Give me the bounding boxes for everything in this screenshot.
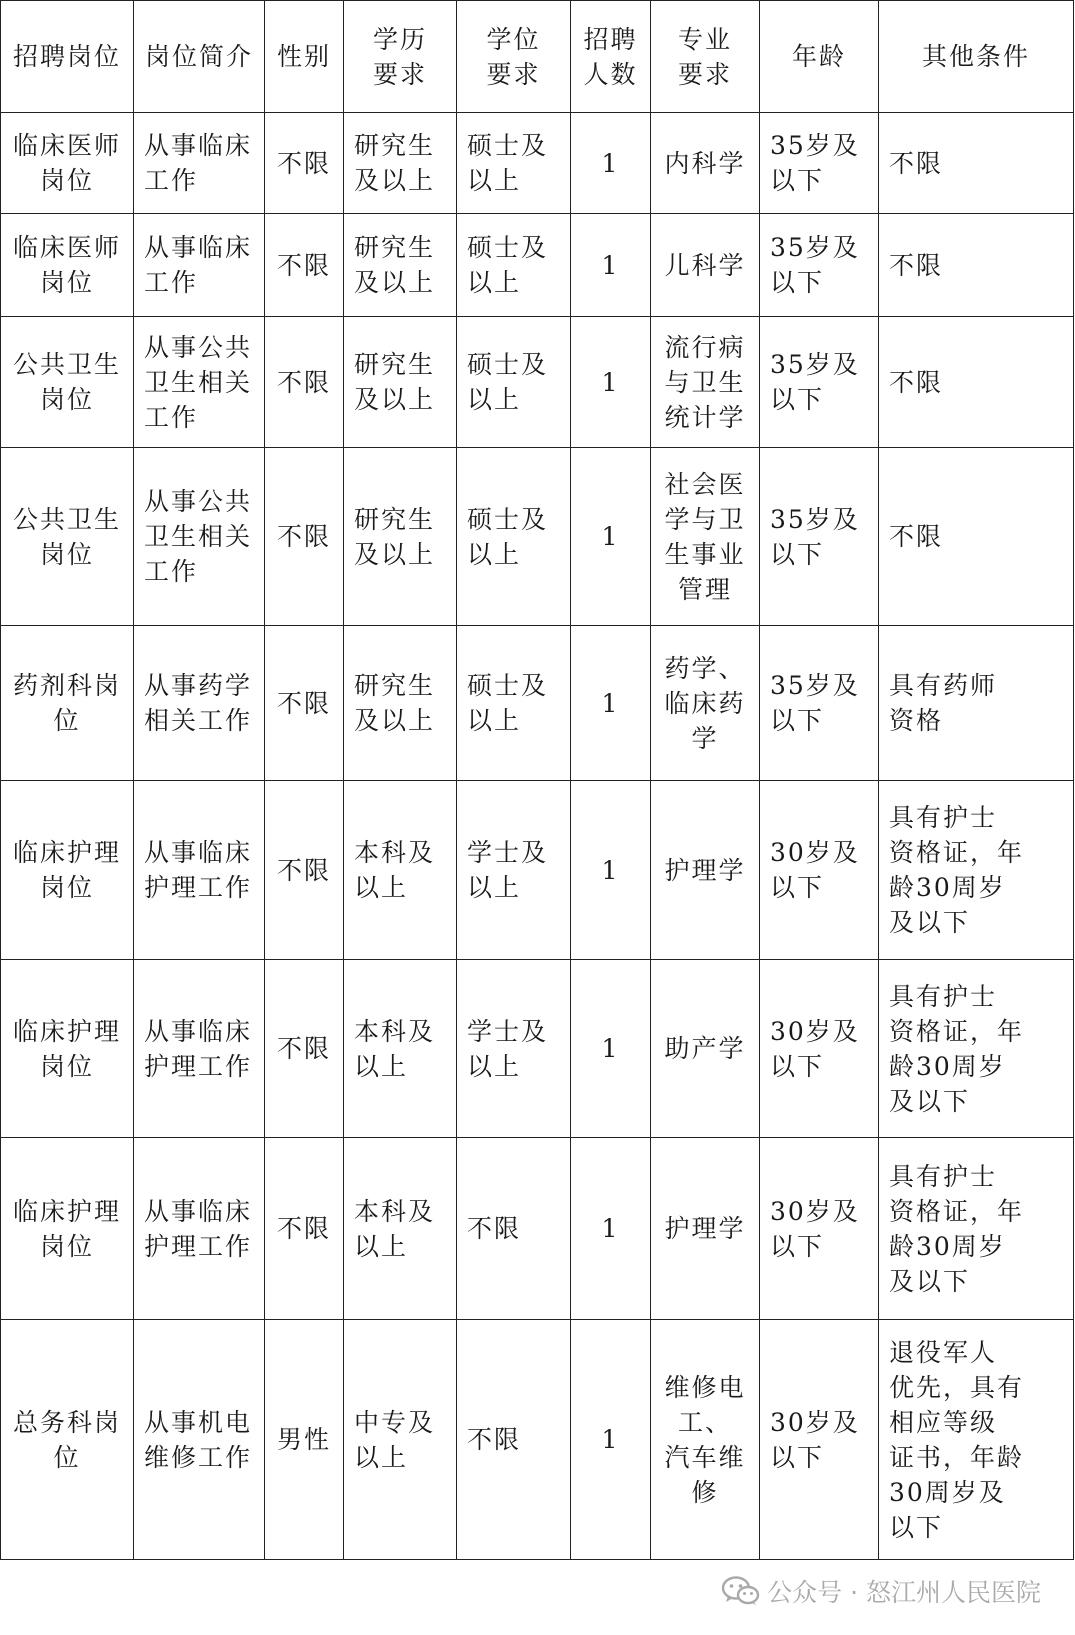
education-cell: 研究生 及以上 xyxy=(344,317,457,448)
major-cell: 护理学 xyxy=(651,781,760,960)
wechat-icon xyxy=(721,1575,761,1607)
post-intro-cell: 从事临床 护理工作 xyxy=(134,960,265,1138)
header-row xyxy=(1,1,1074,113)
other-conditions-cell: 具有护士 资格证，年 龄30周岁 及以下 xyxy=(879,1138,1074,1320)
post-intro-cell: 从事临床 工作 xyxy=(134,214,265,317)
headcount-cell: 1 xyxy=(571,113,651,214)
table-row xyxy=(1,781,1074,960)
post-cell: 临床护理 岗位 xyxy=(1,960,134,1138)
header-cell: 岗位简介 xyxy=(134,1,265,113)
header-cell: 学位 要求 xyxy=(457,1,571,113)
header-cell: 招聘 人数 xyxy=(571,1,651,113)
post-intro-cell: 从事药学 相关工作 xyxy=(134,626,265,781)
major-cell: 维修电 工、 汽车维 修 xyxy=(651,1320,760,1560)
gender-cell: 不限 xyxy=(265,626,344,781)
education-cell: 研究生 及以上 xyxy=(344,214,457,317)
major-cell: 流行病 与卫生 统计学 xyxy=(651,317,760,448)
headcount-cell: 1 xyxy=(571,214,651,317)
age-cell: 30岁及 以下 xyxy=(760,781,879,960)
headcount-cell: 1 xyxy=(571,1320,651,1560)
degree-cell: 硕士及 以上 xyxy=(457,317,571,448)
gender-cell: 不限 xyxy=(265,960,344,1138)
headcount-cell: 1 xyxy=(571,317,651,448)
degree-cell: 不限 xyxy=(457,1320,571,1560)
other-conditions-cell: 不限 xyxy=(879,317,1074,448)
gender-cell: 不限 xyxy=(265,1138,344,1320)
header-cell: 性别 xyxy=(265,1,344,113)
degree-cell: 学士及 以上 xyxy=(457,960,571,1138)
major-cell: 儿科学 xyxy=(651,214,760,317)
table-row xyxy=(1,1138,1074,1320)
post-cell: 公共卫生 岗位 xyxy=(1,317,134,448)
gender-cell: 不限 xyxy=(265,214,344,317)
education-cell: 本科及 以上 xyxy=(344,960,457,1138)
major-cell: 药学、 临床药 学 xyxy=(651,626,760,781)
age-cell: 35岁及 以下 xyxy=(760,317,879,448)
gender-cell: 不限 xyxy=(265,448,344,626)
degree-cell: 硕士及 以上 xyxy=(457,626,571,781)
degree-cell: 不限 xyxy=(457,1138,571,1320)
post-cell: 临床护理 岗位 xyxy=(1,781,134,960)
post-intro-cell: 从事临床 护理工作 xyxy=(134,781,265,960)
gender-cell: 不限 xyxy=(265,113,344,214)
table-row xyxy=(1,113,1074,214)
degree-cell: 硕士及 以上 xyxy=(457,214,571,317)
post-intro-cell: 从事公共 卫生相关 工作 xyxy=(134,317,265,448)
age-cell: 30岁及 以下 xyxy=(760,960,879,1138)
age-cell: 35岁及 以下 xyxy=(760,448,879,626)
degree-cell: 学士及 以上 xyxy=(457,781,571,960)
post-cell: 总务科岗 位 xyxy=(1,1320,134,1560)
degree-cell: 硕士及 以上 xyxy=(457,448,571,626)
table-row xyxy=(1,214,1074,317)
major-cell: 社会医 学与卫 生事业 管理 xyxy=(651,448,760,626)
other-conditions-cell: 不限 xyxy=(879,448,1074,626)
post-cell: 药剂科岗 位 xyxy=(1,626,134,781)
other-conditions-cell: 不限 xyxy=(879,113,1074,214)
age-cell: 30岁及 以下 xyxy=(760,1320,879,1560)
education-cell: 本科及 以上 xyxy=(344,1138,457,1320)
other-conditions-cell: 不限 xyxy=(879,214,1074,317)
other-conditions-cell: 具有护士 资格证，年 龄30周岁 及以下 xyxy=(879,781,1074,960)
header-cell: 招聘岗位 xyxy=(1,1,134,113)
table-row xyxy=(1,960,1074,1138)
post-cell: 公共卫生 岗位 xyxy=(1,448,134,626)
headcount-cell: 1 xyxy=(571,626,651,781)
header-cell: 学历 要求 xyxy=(344,1,457,113)
major-cell: 护理学 xyxy=(651,1138,760,1320)
age-cell: 35岁及 以下 xyxy=(760,113,879,214)
post-cell: 临床护理 岗位 xyxy=(1,1138,134,1320)
age-cell: 35岁及 以下 xyxy=(760,214,879,317)
age-cell: 30岁及 以下 xyxy=(760,1138,879,1320)
post-cell: 临床医师 岗位 xyxy=(1,113,134,214)
table-row xyxy=(1,1320,1074,1560)
education-cell: 本科及 以上 xyxy=(344,781,457,960)
gender-cell: 不限 xyxy=(265,781,344,960)
post-intro-cell: 从事临床 护理工作 xyxy=(134,1138,265,1320)
post-intro-cell: 从事临床 工作 xyxy=(134,113,265,214)
education-cell: 中专及 以上 xyxy=(344,1320,457,1560)
gender-cell: 男性 xyxy=(265,1320,344,1560)
post-intro-cell: 从事机电 维修工作 xyxy=(134,1320,265,1560)
major-cell: 内科学 xyxy=(651,113,760,214)
header-cell: 年龄 xyxy=(760,1,879,113)
header-cell: 其他条件 xyxy=(879,1,1074,113)
header-cell: 专业 要求 xyxy=(651,1,760,113)
post-intro-cell: 从事公共 卫生相关 工作 xyxy=(134,448,265,626)
gender-cell: 不限 xyxy=(265,317,344,448)
watermark xyxy=(717,1569,1045,1613)
education-cell: 研究生 及以上 xyxy=(344,113,457,214)
headcount-cell: 1 xyxy=(571,781,651,960)
table-row xyxy=(1,317,1074,448)
other-conditions-cell: 退役军人 优先，具有 相应等级 证书，年龄 30周岁及 以下 xyxy=(879,1320,1074,1560)
degree-cell: 硕士及 以上 xyxy=(457,113,571,214)
other-conditions-cell: 具有护士 资格证，年 龄30周岁 及以下 xyxy=(879,960,1074,1138)
headcount-cell: 1 xyxy=(571,448,651,626)
age-cell: 35岁及 以下 xyxy=(760,626,879,781)
education-cell: 研究生 及以上 xyxy=(344,448,457,626)
education-cell: 研究生 及以上 xyxy=(344,626,457,781)
other-conditions-cell: 具有药师 资格 xyxy=(879,626,1074,781)
table-row xyxy=(1,448,1074,626)
major-cell: 助产学 xyxy=(651,960,760,1138)
post-cell: 临床医师 岗位 xyxy=(1,214,134,317)
table-row xyxy=(1,626,1074,781)
watermark-text: 公众号 · 怒江州人民医院 xyxy=(767,1578,1041,1607)
headcount-cell: 1 xyxy=(571,1138,651,1320)
headcount-cell: 1 xyxy=(571,960,651,1138)
